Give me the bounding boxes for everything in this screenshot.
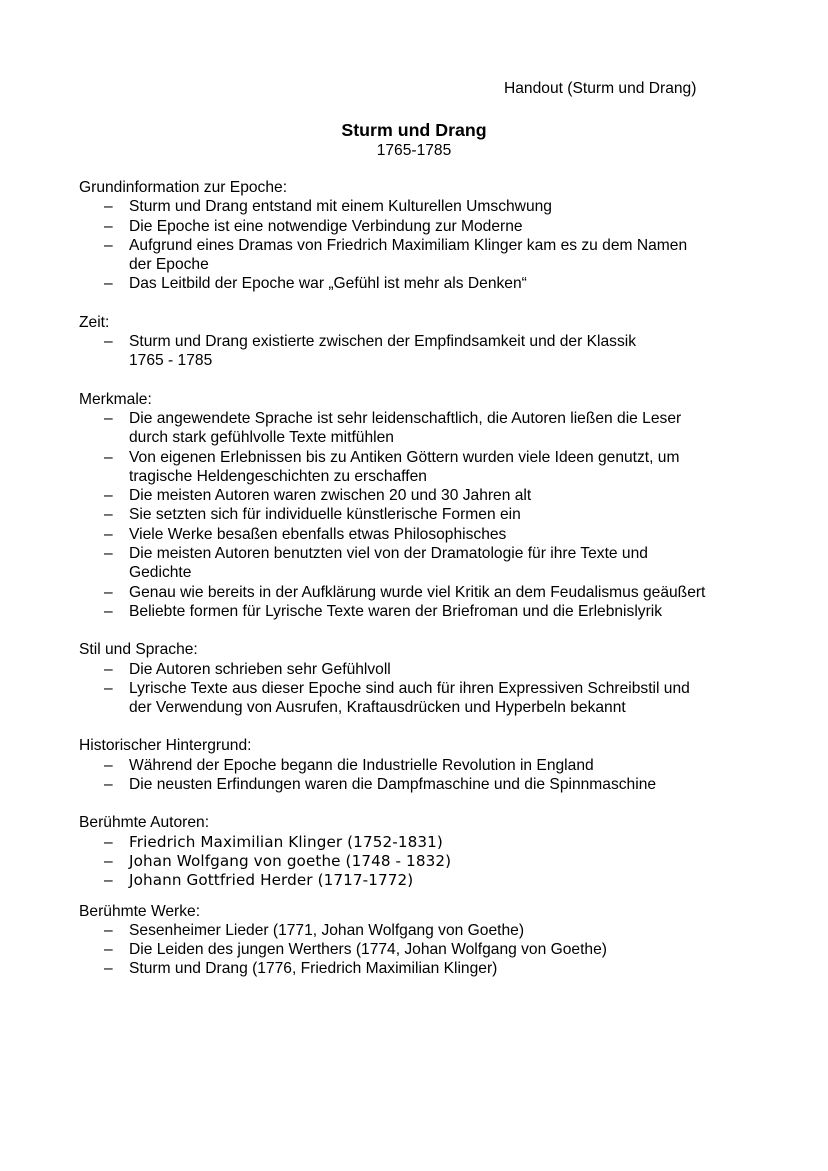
- dash-bullet: –: [104, 333, 113, 351]
- dash-bullet: –: [104, 217, 113, 235]
- dash-bullet: –: [104, 852, 113, 870]
- bullet-list: [79, 197, 779, 293]
- document-body: [79, 178, 779, 998]
- list-item-text: durch stark gefühlvolle Texte mitfühlen: [129, 429, 394, 447]
- list-item-text: Johann Gottfried Herder (1717-1772): [129, 871, 414, 890]
- bullet-list: [79, 833, 779, 891]
- section-heading: Zeit:: [79, 313, 110, 331]
- dash-bullet: –: [104, 833, 113, 851]
- document-subtitle: 1765-1785: [376, 142, 452, 159]
- list-item-text: der Epoche: [129, 256, 209, 274]
- list-item-text: Die angewendete Sprache ist sehr leidenschaftlich, die Autoren ließen die Leser: [129, 409, 682, 427]
- list-item-text: Die Leiden des jungen Werthers (1774, Johan Wolfgang von Goethe): [129, 941, 607, 959]
- dash-bullet: –: [104, 506, 113, 524]
- list-item-text: Die Epoche ist eine notwendige Verbindung zur Moderne: [129, 217, 523, 235]
- list-item: [79, 217, 779, 236]
- list-item-text: Lyrische Texte aus dieser Epoche sind auch für ihren Expressiven Schreibstil und: [129, 679, 690, 697]
- section-zeit: [79, 313, 779, 371]
- dash-bullet: –: [104, 583, 113, 601]
- list-item-text: Von eigenen Erlebnissen bis zu Antiken Göttern wurden viele Ideen genutzt, um: [129, 448, 680, 466]
- list-item: [79, 486, 779, 505]
- list-item: [79, 959, 779, 978]
- list-item-text: Viele Werke besaßen ebenfalls etwas Philosophisches: [129, 525, 507, 543]
- list-item: [79, 921, 779, 940]
- dash-bullet: –: [104, 236, 113, 254]
- list-item: [79, 756, 779, 775]
- list-item: [79, 505, 779, 524]
- list-item: [79, 236, 779, 275]
- bullet-list: [79, 921, 779, 979]
- dash-bullet: –: [104, 448, 113, 466]
- dash-bullet: –: [104, 275, 113, 293]
- list-item-text: Aufgrund eines Dramas von Friedrich Maximiliam Klinger kam es zu dem Namen: [129, 236, 688, 254]
- list-item: [79, 448, 779, 487]
- dash-bullet: –: [104, 198, 113, 216]
- list-item-text: Die meisten Autoren waren zwischen 20 und 30 Jahren alt: [129, 487, 532, 505]
- list-item: [79, 833, 779, 852]
- list-item-text: Sturm und Drang entstand mit einem Kulturellen Umschwung: [129, 198, 552, 216]
- list-item: [79, 852, 779, 871]
- list-item: [79, 525, 779, 544]
- list-item-text: Während der Epoche begann die Industrielle Revolution in England: [129, 756, 594, 774]
- section-beruehmte-autoren: [79, 813, 779, 890]
- title-block: [0, 119, 828, 161]
- section-stil-und-sprache: [79, 640, 779, 717]
- list-item-text: Sturm und Drang existierte zwischen der Empfindsamkeit und der Klassik: [129, 333, 637, 351]
- document-title: Sturm und Drang: [341, 120, 487, 140]
- dash-bullet: –: [104, 960, 113, 978]
- list-item-text: tragische Heldengeschichten zu erschaffen: [129, 467, 427, 485]
- section-heading: Merkmale:: [79, 390, 152, 408]
- section-merkmale: [79, 390, 779, 622]
- list-item: [79, 940, 779, 959]
- dash-bullet: –: [104, 872, 113, 890]
- dash-bullet: –: [104, 756, 113, 774]
- list-item: [79, 679, 779, 718]
- list-item-text: Sesenheimer Lieder (1771, Johan Wolfgang von Goethe): [129, 921, 525, 939]
- list-item-text: Friedrich Maximilian Klinger (1752-1831): [129, 832, 443, 851]
- section-grundinformation: [79, 178, 779, 294]
- list-item-text: Die meisten Autoren benutzten viel von der Dramatologie für ihre Texte und: [129, 545, 648, 563]
- handout-label: Handout (Sturm und Drang): [504, 80, 697, 97]
- dash-bullet: –: [104, 679, 113, 697]
- bullet-list: [79, 332, 779, 371]
- list-item: [79, 775, 779, 794]
- dash-bullet: –: [104, 545, 113, 563]
- list-item-text: Sturm und Drang (1776, Friedrich Maximilian Klinger): [129, 960, 498, 978]
- list-item-text: Sie setzten sich für individuelle künstlerische Formen ein: [129, 506, 521, 524]
- list-item: [79, 660, 779, 679]
- list-item: [79, 583, 779, 602]
- section-heading: Berühmte Werke:: [79, 902, 201, 920]
- dash-bullet: –: [104, 941, 113, 959]
- dash-bullet: –: [104, 409, 113, 427]
- list-item: [79, 602, 779, 621]
- list-item-text: Gedichte: [129, 564, 192, 582]
- list-item-text: der Verwendung von Ausrufen, Kraftausdrücken und Hyperbeln bekannt: [129, 699, 626, 717]
- bullet-list: [79, 409, 779, 621]
- section-heading: Stil und Sprache:: [79, 641, 198, 659]
- list-item-text: Das Leitbild der Epoche war „Gefühl ist mehr als Denken“: [129, 275, 527, 293]
- list-item-text: Genau wie bereits in der Aufklärung wurde viel Kritik an dem Feudalismus geäußert: [129, 583, 706, 601]
- dash-bullet: –: [104, 602, 113, 620]
- list-item-text: 1765 - 1785: [129, 352, 213, 370]
- list-item-text: Beliebte formen für Lyrische Texte waren der Briefroman und die Erlebnislyrik: [129, 602, 663, 620]
- bullet-list: [79, 660, 779, 718]
- list-item: [79, 544, 779, 583]
- list-item-text: Die Autoren schrieben sehr Gefühlvoll: [129, 660, 391, 678]
- list-item: [79, 409, 779, 448]
- list-item: [79, 332, 779, 371]
- section-heading: Berühmte Autoren:: [79, 814, 210, 832]
- dash-bullet: –: [104, 921, 113, 939]
- section-heading: Grundinformation zur Epoche:: [79, 179, 288, 196]
- dash-bullet: –: [104, 660, 113, 678]
- dash-bullet: –: [104, 487, 113, 505]
- section-historischer-hintergrund: [79, 736, 779, 794]
- dash-bullet: –: [104, 776, 113, 794]
- dash-bullet: –: [104, 525, 113, 543]
- list-item-text: Johan Wolfgang von goethe (1748 - 1832): [129, 851, 452, 870]
- list-item: [79, 871, 779, 890]
- list-item-text: Die neusten Erfindungen waren die Dampfmaschine und die Spinnmaschine: [129, 776, 657, 794]
- list-item: [79, 197, 779, 216]
- section-heading: Historischer Hintergrund:: [79, 737, 252, 755]
- section-beruehmte-werke: [79, 902, 779, 979]
- list-item: [79, 274, 779, 293]
- bullet-list: [79, 756, 779, 795]
